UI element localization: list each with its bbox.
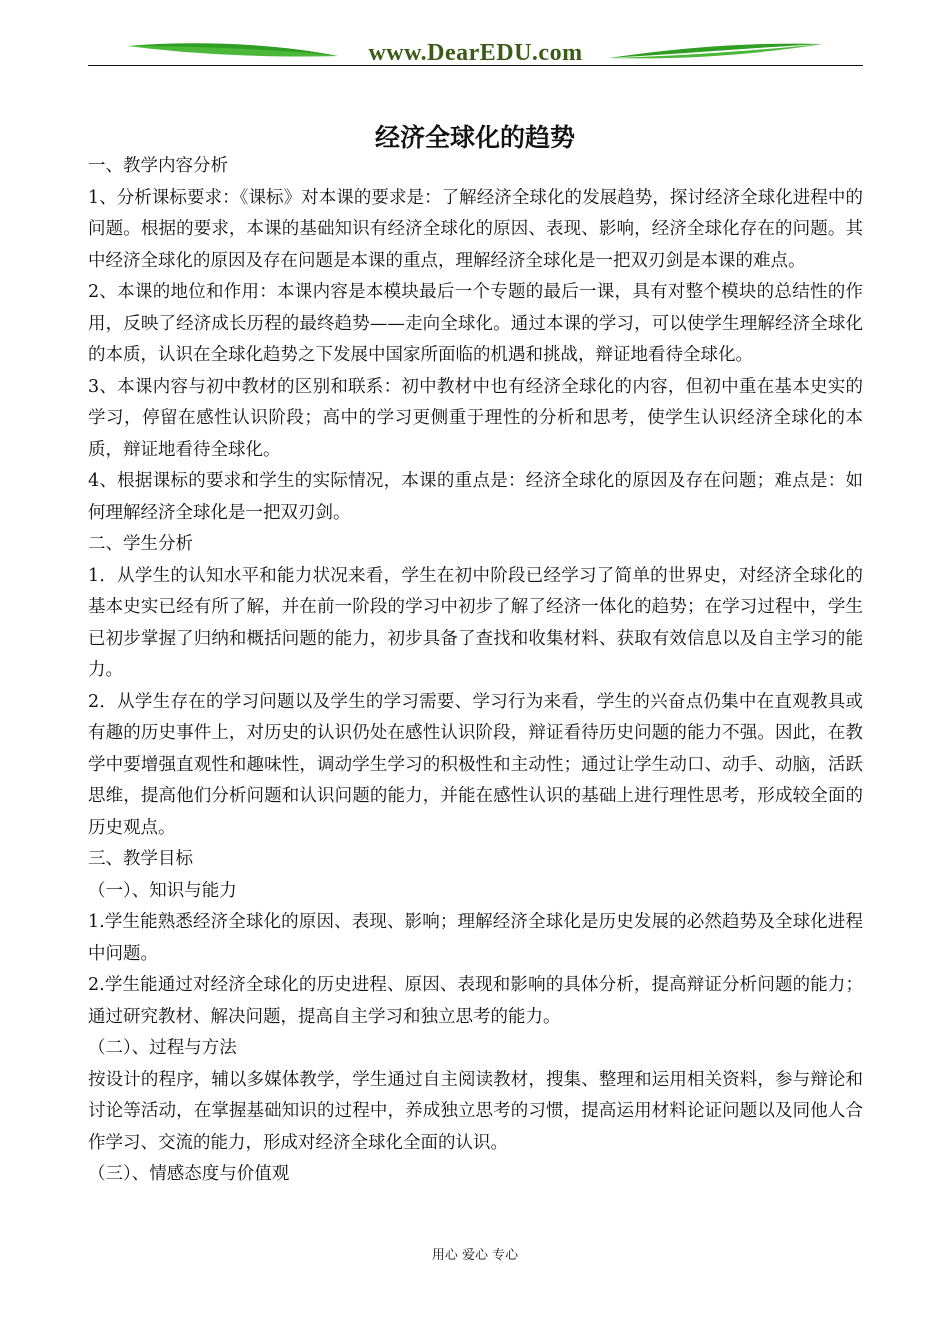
section-heading: 二、学生分析 — [88, 534, 193, 554]
paragraph: 1.学生能熟悉经济全球化的原因、表现、影响；理解经济全球化是历史发展的必然趋势及全球化进程中问题。 — [88, 912, 863, 964]
subsection-heading: （一）、知识与能力 — [88, 880, 237, 901]
subsection-heading: （三）、情感态度与价值观 — [88, 1164, 290, 1184]
paragraph: 2．从学生存在的学习问题以及学生的学习需要、学习行为来看，学生的兴奋点仍集中在直观教具或有趣的历史事件上，对历史的认识仍处在感性认识阶段，辩证看待历史问题的能力不强。因此，在教学中要增强直观性和趣味性，调动学生学习的积极性和主动性；通过让学生动口、动手、动脑，活跃思维，提高他们分析问题和认识问题的能力，并能在感性认识的基础上进行理性思考，形成较全面的历史观点。 — [88, 691, 863, 838]
site-logo-text: www.DearEDU.com — [368, 40, 583, 66]
section-heading: 一、教学内容分析 — [88, 156, 228, 176]
paragraph: 2.学生能通过对经济全球化的历史进程、原因、表现和影响的具体分析，提高辩证分析问题的能力；通过研究教材、解决问题，提高自主学习和独立思考的能力。 — [88, 975, 863, 1027]
paragraph: 3、本课内容与初中教材的区别和联系：初中教材中也有经济全球化的内容，但初中重在基本史实的学习，停留在感性认识阶段；高中的学习更侧重于理性的分析和思考，使学生认识经济全球化的本质，辩证地看待全球化。 — [88, 376, 863, 460]
section-heading: 三、教学目标 — [88, 849, 193, 869]
paragraph: 4、根据课标的要求和学生的实际情况，本课的重点是：经济全球化的原因及存在问题；难点是：如何理解经济全球化是一把双刃剑。 — [88, 471, 863, 523]
header-divider — [88, 65, 863, 66]
document-body — [88, 151, 863, 1191]
document-title: 经济全球化的趋势 — [374, 123, 575, 152]
paragraph: 2、本课的地位和作用：本课内容是本模块最后一个专题的最后一课，具有对整个模块的总结性的作用，反映了经济成长历程的最终趋势——走向全球化。通过本课的学习，可以使学生理解经济全球化的本质，认识在全球化趋势之下发展中国家所面临的机遇和挑战，辩证地看待全球化。 — [88, 282, 863, 365]
subsection-heading: （二）、过程与方法 — [88, 1038, 237, 1058]
paragraph: 按设计的程序，辅以多媒体教学，学生通过自主阅读教材，搜集、整理和运用相关资料，参与辩论和讨论等活动，在掌握基础知识的过程中，养成独立思考的习惯，提高运用材料论证问题以及同他人合作学习、交流的能力，形成对经济全球化全面的认识。 — [88, 1069, 863, 1153]
paragraph: 1、分析课标要求：《课标》对本课的要求是：了解经济全球化的发展趋势，探讨经济全球化进程中的问题。根据的要求，本课的基础知识有经济全球化的原因、表现、影响，经济全球化存在的问题。其中经济全球化的原因及存在问题是本课的重点，理解经济全球化是一把双刃剑是本课的难点。 — [88, 187, 863, 271]
paragraph: 1．从学生的认知水平和能力状况来看，学生在初中阶段已经学习了简单的世界史，对经济全球化的基本史实已经有所了解，并在前一阶段的学习中初步了解了经济一体化的趋势；在学习过程中，学生已初步掌握了归纳和概括问题的能力，初步具备了查找和收集材料、获取有效信息以及自主学习的能力。 — [88, 565, 863, 680]
page-footer: 用心 爱心 专心 — [431, 1248, 519, 1263]
